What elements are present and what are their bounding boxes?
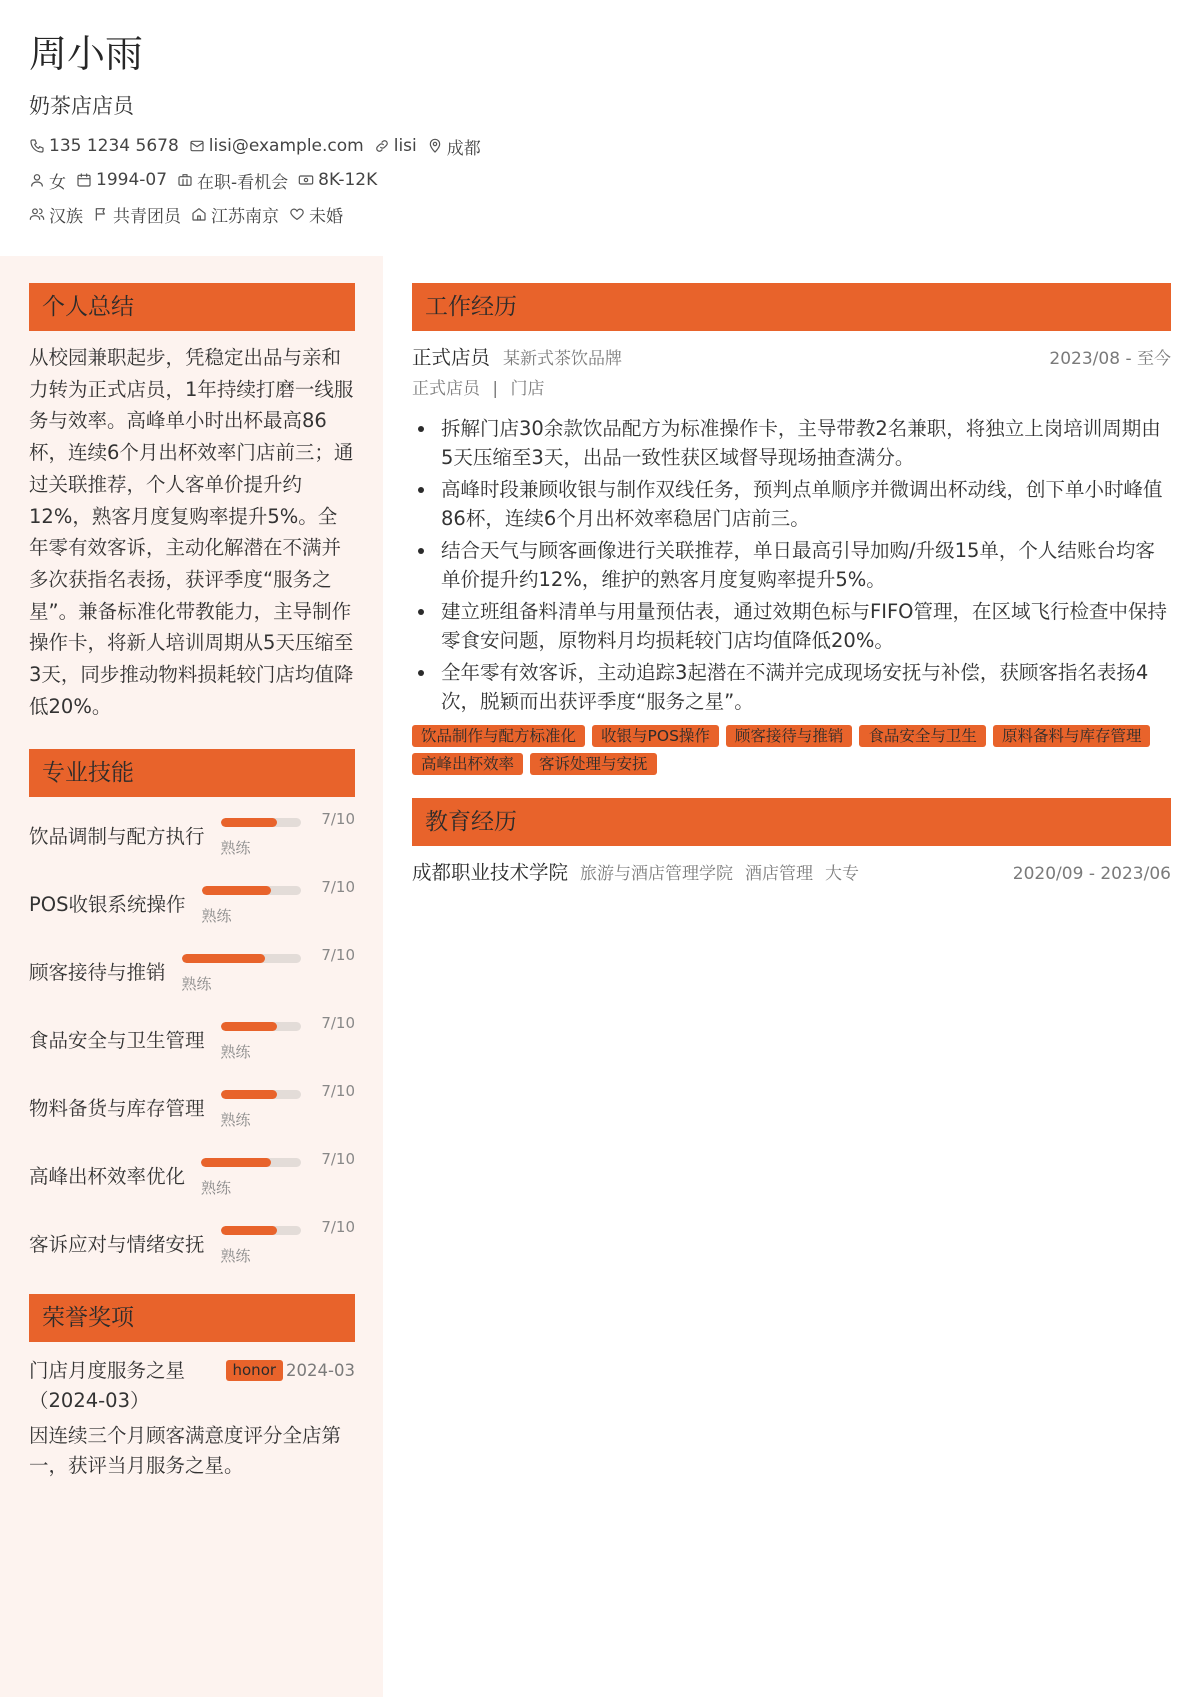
skill-meter [221,1209,301,1277]
skill-item [29,937,355,1005]
skill-score: 7/10 [321,878,355,897]
people-icon [29,206,45,222]
skill-bar-track [221,1022,301,1031]
skill-bar-track [221,818,301,827]
info-gender [29,168,66,193]
skill-item [29,801,355,869]
info-city-text: 成都 [446,138,481,159]
skill-tag: 原料备料与库存管理 [993,725,1151,747]
candidate-name: 周小雨 [29,32,144,76]
phone-icon [29,138,45,154]
skill-item [29,1209,355,1277]
right-column [412,283,1171,889]
work-subtitle: 正式店员 | 门店 [412,379,545,399]
education-school: 成都职业技术学院 [412,861,569,884]
work-bullet: 高峰时段兼顾收银与制作双线任务，预判点单顺序并微调出杯动线，创下单小时峰值86杯，连续6个月出杯效率稳居门店前三。 [441,475,1171,533]
skill-level: 熟练 [220,1111,251,1130]
section-heading-education: 教育经历 [412,798,1171,846]
heart-icon [289,206,305,222]
skills-list [29,801,355,1277]
section-heading-skills: 专业技能 [29,749,355,797]
info-row-basic [29,163,1169,197]
skill-bar-fill [221,818,277,827]
skill-tag: 饮品制作与配方标准化 [412,725,585,747]
info-city [427,134,481,159]
skill-name: 饮品调制与配方执行 [29,825,205,849]
info-link-text: lisi [393,136,417,156]
info-phone-text: 135 1234 5678 [49,136,179,156]
skill-level: 熟练 [201,1179,232,1198]
info-email-text: lisi@example.com [208,136,364,156]
skill-tag: 顾客接待与推销 [726,725,853,747]
award-description: 因连续三个月顾客满意度评分全店第一，获评当月服务之星。 [29,1424,342,1478]
resume-header [29,30,1169,231]
skill-meter [221,1073,301,1141]
education-date: 2020/09 - 2023/06 [1012,864,1171,884]
skill-bar-fill [182,954,266,963]
skill-level: 熟练 [220,839,251,858]
work-position: 正式店员 [412,346,491,369]
personal-info [29,129,1169,231]
work-date: 2023/08 - 至今 [1049,349,1171,369]
skill-score: 7/10 [321,810,355,829]
skill-meter [201,1141,301,1209]
education-item [412,858,1171,889]
briefcase-icon [177,172,193,188]
info-birth-text: 1994-07 [96,170,168,190]
info-salary [298,170,377,190]
skill-item [29,1005,355,1073]
calendar-icon [76,172,92,188]
person-icon [29,172,45,188]
section-heading-summary: 个人总结 [29,283,355,331]
money-icon [298,172,314,188]
skill-level: 熟练 [220,1247,251,1266]
info-marital [289,202,343,227]
skill-name: 客诉应对与情绪安抚 [29,1233,205,1257]
flag-icon [93,206,109,222]
skill-tag: 食品安全与卫生 [859,725,986,747]
education-degree: 大专 [825,864,860,884]
work-bullet: 全年零有效客诉，主动追踪3起潜在不满并完成现场安抚与补偿，获顾客指名表扬4次，脱颖而出获评季度“服务之星”。 [441,658,1171,716]
skill-bar-track [182,954,301,963]
section-heading-awards: 荣誉奖项 [29,1294,355,1342]
candidate-title: 奶茶店店员 [29,94,134,118]
skill-score: 7/10 [321,1150,355,1169]
skill-score: 7/10 [321,1218,355,1237]
skill-bar-fill [221,1090,277,1099]
info-ethnicity-text: 汉族 [49,206,83,227]
info-salary-text: 8K-12K [318,170,378,190]
home-icon [191,206,207,222]
award-item [29,1356,355,1481]
skill-bar-track [221,1090,301,1099]
skill-bar-fill [221,1022,277,1031]
skill-bar-track [201,1158,301,1167]
info-political-text: 共青团员 [113,206,181,227]
info-ethnicity [29,202,83,227]
left-column [29,283,355,1481]
skill-item [29,1073,355,1141]
award-date: 2024-03 [286,1361,355,1381]
skill-bar-fill [221,1226,277,1235]
award-title: 门店月度服务之星（2024-03） [29,1359,186,1413]
skill-name: 食品安全与卫生管理 [29,1029,205,1053]
work-tags [412,725,1171,775]
info-phone [29,136,179,156]
skill-tag: 收银与POS操作 [592,725,719,747]
work-bullets [412,414,1171,716]
info-gender-text: 女 [49,172,66,193]
info-row-extra [29,197,1169,231]
skill-bar-track [221,1226,301,1235]
work-company: 某新式茶饮品牌 [503,349,623,369]
skill-name: POS收银系统操作 [29,893,186,917]
work-bullet: 拆解门店30余款饮品配方为标准操作卡，主导带教2名兼职，将独立上岗培训周期由5天压缩至3天，出品一致性获区域督导现场抽查满分。 [441,414,1171,472]
mail-icon [189,138,205,154]
work-bullet: 结合天气与顾客画像进行关联推荐，单日最高引导加购/升级15单，个人结账台均客单价提升约12%，维护的熟客月度复购率提升5%。 [441,536,1171,594]
info-hometown [191,202,279,227]
info-link [374,136,417,156]
skill-meter [182,937,301,1005]
skill-meter [221,1005,301,1073]
award-meta [226,1360,356,1381]
award-badge: honor [226,1360,284,1381]
info-status-text: 在职-看机会 [197,172,289,193]
summary-text: 从校园兼职起步，凭稳定出品与亲和力转为正式店员，1年持续打磨一线服务与效率。高峰单小时出杯最高86杯，连续6个月出杯效率门店前三；通过关联推荐，个人客单价提升约12%，熟客月度复购率提升5%。全年零有效客诉，主动化解潜在不满并多次获指名表扬，获评季度“服务之星”。兼备标准化带教能力，主导制作操作卡，将新人培训周期从5天压缩至3天，同步推动物料损耗较门店均值降低20%。 [29,346,354,718]
info-marital-text: 未婚 [309,206,343,227]
skill-name: 物料备货与库存管理 [29,1097,205,1121]
skill-bar-fill [201,1158,271,1167]
info-birth [76,170,167,190]
info-status [177,168,288,193]
education-college: 旅游与酒店管理学院 [580,864,734,884]
work-item [412,343,1171,775]
award-header [29,1356,355,1416]
skill-bar-track [202,886,302,895]
skill-tag: 高峰出杯效率 [412,753,523,775]
work-bullet: 建立班组备料清单与用量预估表，通过效期色标与FIFO管理，在区域飞行检查中保持零食安问题，原物料月均损耗较门店均值降低20%。 [441,597,1171,655]
skill-level: 熟练 [220,1043,251,1062]
skill-bar-fill [202,886,272,895]
link-icon [374,138,390,154]
skill-name: 高峰出杯效率优化 [29,1165,186,1189]
work-header [412,343,1171,374]
skill-meter [221,801,301,869]
skill-tag: 客诉处理与安抚 [530,753,657,775]
section-heading-work: 工作经历 [412,283,1171,331]
info-hometown-text: 江苏南京 [211,206,279,227]
location-pin-icon [427,138,443,154]
skill-meter [202,869,302,937]
info-political [93,202,181,227]
info-row-contact [29,129,1169,163]
skill-level: 熟练 [181,975,212,994]
skill-item [29,1141,355,1209]
education-major: 酒店管理 [745,864,814,884]
skill-score: 7/10 [321,1014,355,1033]
skill-score: 7/10 [321,1082,355,1101]
info-email [189,136,364,156]
skill-item [29,869,355,937]
skill-name: 顾客接待与推销 [29,961,166,985]
skill-level: 熟练 [201,907,232,926]
skill-score: 7/10 [321,946,355,965]
